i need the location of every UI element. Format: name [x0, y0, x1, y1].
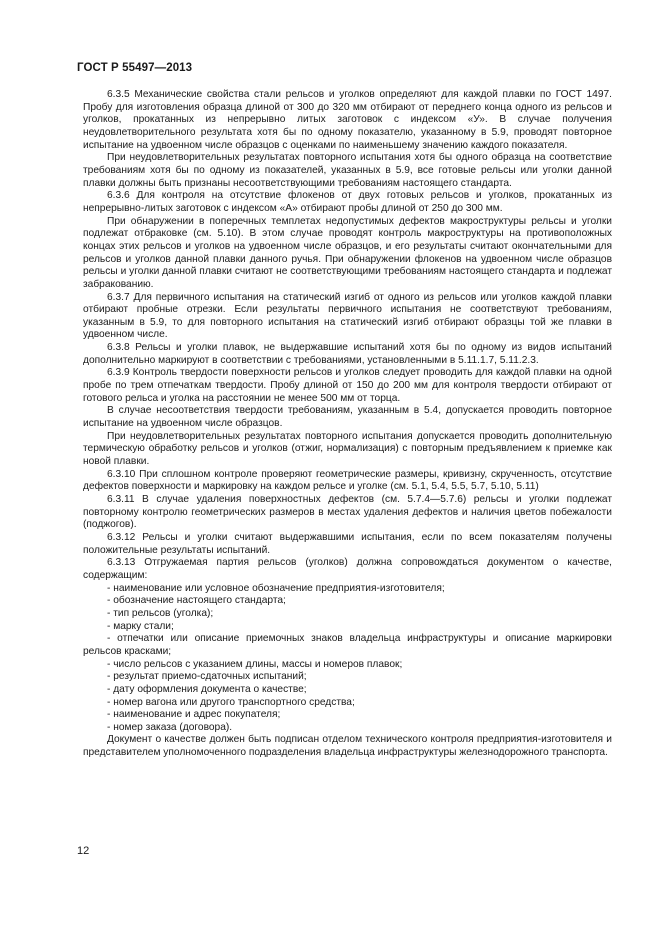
closing-paragraph: Документ о качестве должен быть подписан отделом технического контроля предприятия-изготовителя и представителем уполномоченного подразделения владельца инфраструктуры железнодорожного транспорта. [83, 734, 612, 759]
paragraph-6-3-5: 6.3.5 Механические свойства стали рельсов и уголков определяют для каждой плавки по ГОСТ 1497. Пробу для изготовления образца длиной от 300 до 320 мм отбирают от переднего конца одного из рельсов и уголков, прокатанных из непрерывно литых заготовок с индексом «У». В случае получения неудовлетворительного результата хотя бы по одному показателю, указанному в 5.9, проводят повторное испытание на удвоенном числе образцов с оценками по наименьшему значению каждого показателя. [83, 89, 612, 151]
list-item: - обозначение настоящего стандарта; [107, 595, 286, 607]
standard-header: ГОСТ Р 55497—2013 [77, 62, 193, 74]
paragraph: В случае несоответствия твердости требованиям, указанным в 5.4, допускается проводить повторное испытание на удвоенном числе образцов. [83, 405, 612, 430]
list-item: - наименование и адрес покупателя; [107, 709, 281, 721]
paragraph: При обнаружении в поперечных темплетах недопустимых дефектов макроструктуры рельсы и уголки подлежат отбраковке (см. 5.10). В этом случае проводят контроль макроструктуры на противоположных концах этих рельсов и уголков на удвоенном числе образцов, и его результаты считают окончательными для рельсов и уголков данной плавки данного ручья. При обнаружении флокенов на удвоенном числе образцов рельсы и уголки данной плавки считают не соответствующими требованиям настоящего стандарта и подлежат забракованию. [83, 215, 612, 290]
paragraph-6-3-13: 6.3.13 Отгружаемая партия рельсов (уголков) должна сопровождаться документом о качестве, содержащим: [83, 557, 612, 581]
paragraph: При неудовлетворительных результатах повторного испытания хотя бы одного образца на соответствие требованиям хотя бы по одному из показателей, указанных в 5.9, все готовые рельсы или уголки данной плавки должны быть признаны несоответствующими требованиям настоящего стандарта. [83, 152, 612, 189]
list-item: - тип рельсов (уголка); [107, 607, 214, 619]
paragraph-6-3-12: 6.3.12 Рельсы и уголки считают выдержавшими испытания, если по всем показателям получены положительные результаты испытаний. [83, 531, 612, 556]
list-item: - марку стали; [107, 620, 174, 632]
document-body [83, 89, 612, 760]
list-item: - наименование или условное обозначение предприятия-изготовителя; [107, 582, 445, 594]
list-item: - номер вагона или другого транспортного средства; [107, 696, 355, 708]
paragraph-6-3-6: 6.3.6 Для контроля на отсутствие флокенов от двух готовых рельсов и уголков, прокатанных из непрерывно-литых заготовок с индексом «А» отбирают пробы длиной от 250 до 300 мм. [83, 190, 612, 214]
page-number: 12 [77, 845, 90, 857]
paragraph-6-3-8: 6.3.8 Рельсы и уголки плавок, не выдержавшие испытаний хотя бы по одному из видов испытаний дополнительно маркируют в соответствии с требованиями, установленными в 5.11.1.7, 5.11.2.3. [83, 342, 612, 366]
list-item: - отпечатки или описание приемочных знаков владельца инфраструктуры и описание маркировки рельсов красками; [83, 633, 612, 657]
paragraph-6-3-10: 6.3.10 При сплошном контроле проверяют геометрические размеры, кривизну, скрученность, отсутствие дефектов поверхности и маркировку на каждом рельсе и уголке (см. 5.1, 5.4, 5.5, 5.7, 5.10, 5.11) [83, 468, 612, 493]
paragraph-6-3-9: 6.3.9 Контроль твердости поверхности рельсов и уголков следует проводить для каждой плавки на одной пробе по трем отпечаткам твердости. Пробу длиной от 150 до 200 мм для контроля твердости отбирают от готового рельса и уголка на расстоянии не менее 500 мм от торца. [83, 367, 612, 404]
paragraph-6-3-7: 6.3.7 Для первичного испытания на статический изгиб от одного из рельсов или уголков каждой плавки отбирают пробные отрезки. Если результаты первичного испытания не соответствуют требованиям, указанным в 5.9, то для повторного испытания на статический изгиб отбирают образцы той же плавки в удвоенном числе. [83, 291, 612, 341]
list-item: - дату оформления документа о качестве; [107, 683, 307, 695]
paragraph-6-3-11: 6.3.11 В случае удаления поверхностных дефектов (см. 5.7.4—5.7.6) рельсы и уголки подлежат повторному контролю геометрических размеров в местах удаления дефектов и наличия цветов побежалости (поджогов). [83, 494, 612, 531]
list-item: - число рельсов с указанием длины, массы и номеров плавок; [107, 658, 403, 670]
list-item: - номер заказа (договора). [107, 721, 233, 733]
paragraph: При неудовлетворительных результатах повторного испытания допускается проводить дополнительную термическую обработку рельсов и уголков (отжиг, нормализация) с повторным предъявлением к приемке как новой плавки. [83, 430, 612, 468]
list-item: - результат приемо-сдаточных испытаний; [107, 671, 307, 683]
